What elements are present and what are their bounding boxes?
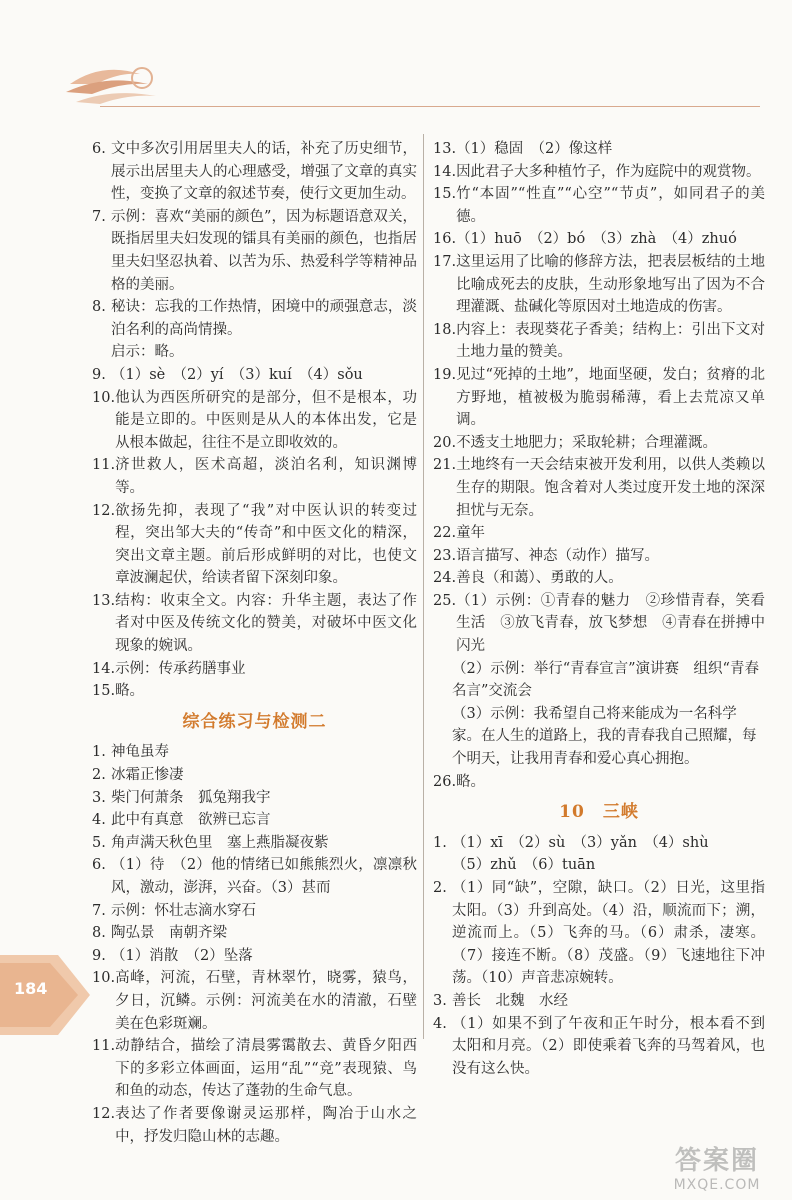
watermark (652, 1140, 782, 1196)
list-item: 15. 略。 (92, 683, 145, 700)
list-item: 3. 柴门何萧条 狐兔翔我宇 (92, 789, 271, 806)
list-item: 12. 欲扬先抑，表现了“我”对中医认识的转变过程，突出邹大夫的“传奇”和中医文化的精深，突出文章主题。前后形成鲜明的对比，也使文章波澜起伏，给读者留下深刻印象。 (92, 502, 417, 587)
list-item: 7. 示例：怀壮志滴水穿石 (92, 902, 256, 919)
list-item: 8. 陶弘景 南朝齐梁 (92, 925, 227, 942)
list-item-continuation: （2）示例：举行“青春宣言”演讲赛 组织“青春名言”交流会 (452, 660, 759, 700)
list-item: 14. 因此君子大多种植竹子，作为庭院中的观赏物。 (433, 163, 761, 180)
section-title: 综合练习与检测二 (182, 711, 327, 732)
list-item: 7. 示例：喜欢“美丽的颜色”，因为标题语意双关，既指居里夫妇发现的镭具有美丽的颜色，也指居里夫妇坚忍执着、以苦为乐、热爱科学等精神品格的美丽。 (92, 208, 417, 293)
list-item: 24. 善良（和蔼）、勇敢的人。 (433, 570, 623, 587)
list-item: 4. （1）如果不到了午夜和正午时分，根本看不到太阳和月亮。（2）即使乘着飞奔的马驾着风，也没有这么快。 (433, 1015, 765, 1077)
list-item-continuation: （3）示例：我希望自己将来能成为一名科学家。在人生的道路上，我的青春我自己照耀，每个明天，让我用青春和爱心真心拥抱。 (452, 705, 757, 768)
list-item: 25. （1）示例：①青春的魅力 ②珍惜青春，笑看生活 ③放飞青春，放飞梦想 ④青春在拼搏中闪光 (433, 592, 765, 655)
list-item: 10. 高峰，河流，石壁，青林翠竹，晓雾，猿鸟，夕日，沉鳞。示例：河流美在水的清澈，石壁美在色彩斑斓。 (92, 970, 417, 1032)
list-item: 20. 不透支土地肥力；采取轮耕；合理灌溉。 (433, 434, 718, 451)
list-item: 17. 这里运用了比喻的修辞方法，把表层板结的土地比喻成死去的皮肤，生动形象地写出了因为不合理灌溉、盐碱化等原因对土地造成的伤害。 (433, 253, 765, 316)
list-item: 2. 冰霜正惨凄 (92, 767, 184, 784)
list-item: 1. 神龟虽寿 (92, 744, 169, 761)
right-column (433, 138, 765, 1080)
list-item: 4. 此中有真意 欲辨已忘言 (92, 812, 271, 829)
column-divider (423, 134, 424, 1039)
list-item: 2. （1）同“缺”，空隙，缺口。（2）日光，这里指太阳。（3）升到高处。（4）沿，顺流而下；溯，逆流而上。（5）飞奔的马。（6）肃杀，凄寒。（7）接连不断。（8）茂盛。（9）飞速地往下冲荡。（10）声音悲凉婉转。 (433, 880, 765, 987)
list-item: 11. 动静结合，描绘了清晨雾霭散去、黄昏夕阳西下的多彩立体画面，运用“乱”“竞”表现猿、鸟和鱼的动态，传达了蓬勃的生命气息。 (92, 1038, 417, 1100)
list-item: 10. 他认为西医所研究的是部分，但不是根本，功能是立即的。中医则是从人的本体出发，它是从根本做起，往往不是立即收效的。 (92, 389, 417, 451)
list-item: 15. 竹“本固”“性直”“心空”“节贞”，如同君子的美德。 (433, 186, 765, 225)
header-rule (100, 106, 760, 107)
list-item: 13. （1）稳固 （2）像这样 (433, 141, 613, 157)
list-item-continuation: （5）zhǔ （6）tuān (452, 857, 596, 874)
list-item: 8. 秘诀：忘我的工作热情，困境中的顽强意志，淡泊名利的高尚情操。 (92, 299, 417, 338)
list-item: 22. 童年 (433, 525, 486, 542)
list-item: 14. 示例：传承药膳事业 (92, 660, 246, 677)
list-item: 6. 文中多次引用居里夫人的话，补充了历史细节，展示出居里夫人的心理感受，增强了文章的真实性，变换了文章的叙述节奏，使行文更加生动。 (92, 141, 417, 203)
watermark-text: 答案圈 (674, 1146, 759, 1176)
list-item: 5. 角声满天秋色里 塞上燕脂凝夜紫 (92, 834, 329, 851)
header-logo (62, 44, 172, 114)
left-column (92, 138, 417, 1148)
list-item: 13. 结构：收束全文。内容：升华主题，表达了作者对中医及传统文化的赞美，对破坏中医文化现象的婉讽。 (92, 592, 417, 655)
list-item: 12. 表达了作者要像谢灵运那样，陶冶于山水之中，抒发归隐山林的志趣。 (92, 1105, 417, 1145)
list-item: 23. 语言描写、神态（动作）描写。 (433, 547, 660, 564)
list-item: 16. （1）huō （2）bó （3）zhà （4）zhuó (433, 231, 737, 248)
list-item: 9. （1）消散 （2）坠落 (92, 947, 253, 964)
list-item-continuation: 启示：略。 (111, 344, 184, 361)
list-item: 1. （1）xī （2）sù （3）yǎn （4）shù (433, 834, 709, 851)
list-item: 3. 善长 北魏 水经 (433, 992, 568, 1009)
watermark-url: MXQE.COM (673, 1177, 761, 1193)
list-item: 21. 土地终有一天会结束被开发利用，以供人类赖以生存的期限。饱含着对人类过度开发土地的深深担忧与无奈。 (433, 457, 765, 519)
section-title: 10 三峡 (559, 802, 639, 823)
page-number: 184 (14, 979, 48, 998)
list-item: 19. 见过“死掉的土地”，地面坚硬，发白；贫瘠的北方野地，植被极为脆弱稀薄，看上去荒凉又单调。 (433, 366, 765, 429)
list-item: 11. 济世救人，医术高超，淡泊名利，知识渊博等。 (92, 457, 417, 496)
list-item: 26. 略。 (433, 773, 486, 790)
list-item: 6. （1）待 （2）他的情绪已如熊熊烈火，凛凛秋风，激动，澎湃，兴奋。（3）甚而 (92, 857, 417, 896)
list-item: 9. （1）sè （2）yí （3）kuí （4）sǒu (92, 366, 363, 383)
list-item: 18. 内容上：表现葵花子香美；结构上：引出下文对土地力量的赞美。 (433, 321, 765, 361)
